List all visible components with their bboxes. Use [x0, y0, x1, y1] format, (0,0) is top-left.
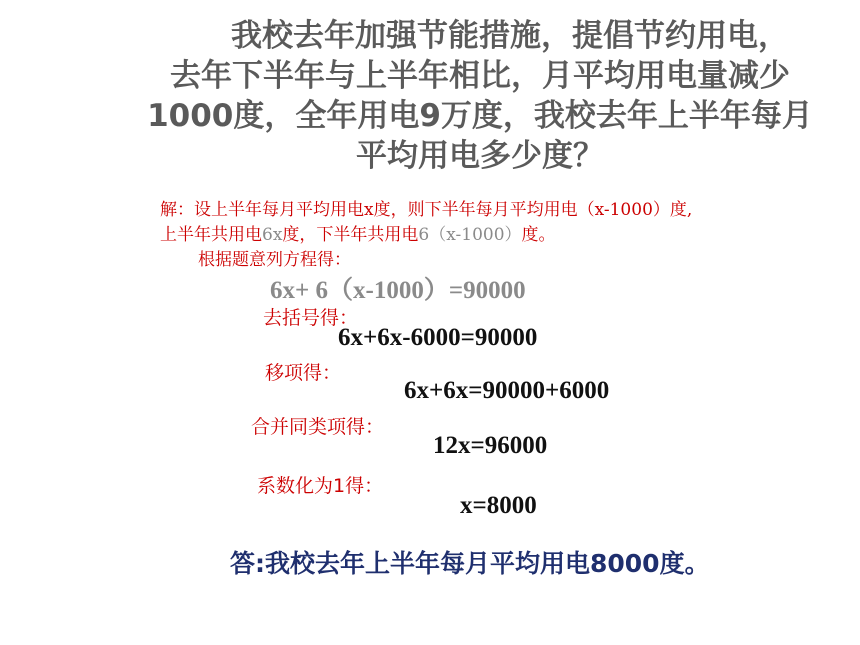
solution-line-2-part-e: 度。: [521, 225, 556, 245]
coefficient-equation: x=8000: [460, 492, 537, 519]
problem-statement: [120, 16, 840, 176]
coefficient-label: 系数化为1得：: [257, 475, 384, 497]
remove-brackets-label: 去括号得：: [263, 307, 359, 329]
combine-label: 合并同类项得：: [251, 416, 385, 438]
problem-line-4: 平均用电多少度？: [356, 138, 604, 174]
problem-line-2: 去年下半年与上半年相比，月平均用电量减少: [170, 58, 790, 94]
answer: 答:我校去年上半年每月平均用电8000度。: [230, 549, 710, 578]
remove-brackets-equation: 6x+6x-6000=90000: [338, 324, 538, 351]
problem-line-3: 1000度，全年用电9万度，我校去年上半年每月: [147, 98, 813, 134]
solution-line-2-part-b: 6x: [262, 225, 283, 245]
transpose-equation: 6x+6x=90000+6000: [404, 377, 610, 404]
transpose-label: 移项得：: [265, 362, 342, 384]
solution-line-2: [160, 220, 556, 245]
solution-line-2-part-d: 6（x-1000）: [418, 225, 522, 245]
problem-line-1: 我校去年加强节能措施，提倡节约用电，: [231, 18, 789, 54]
solution-line-2-part-c: 度，下半年共用电: [282, 225, 419, 245]
solution-line-1: 解：设上半年每月平均用电x度，则下半年每月平均用电（x-1000）度,: [160, 200, 693, 220]
equation: 6x+ 6（x-1000）=90000: [270, 277, 526, 304]
combine-equation: 12x=96000: [433, 432, 548, 459]
solution-line-2-part-a: 上半年共用电: [160, 225, 262, 245]
solution-line-3: 根据题意列方程得：: [198, 250, 351, 270]
